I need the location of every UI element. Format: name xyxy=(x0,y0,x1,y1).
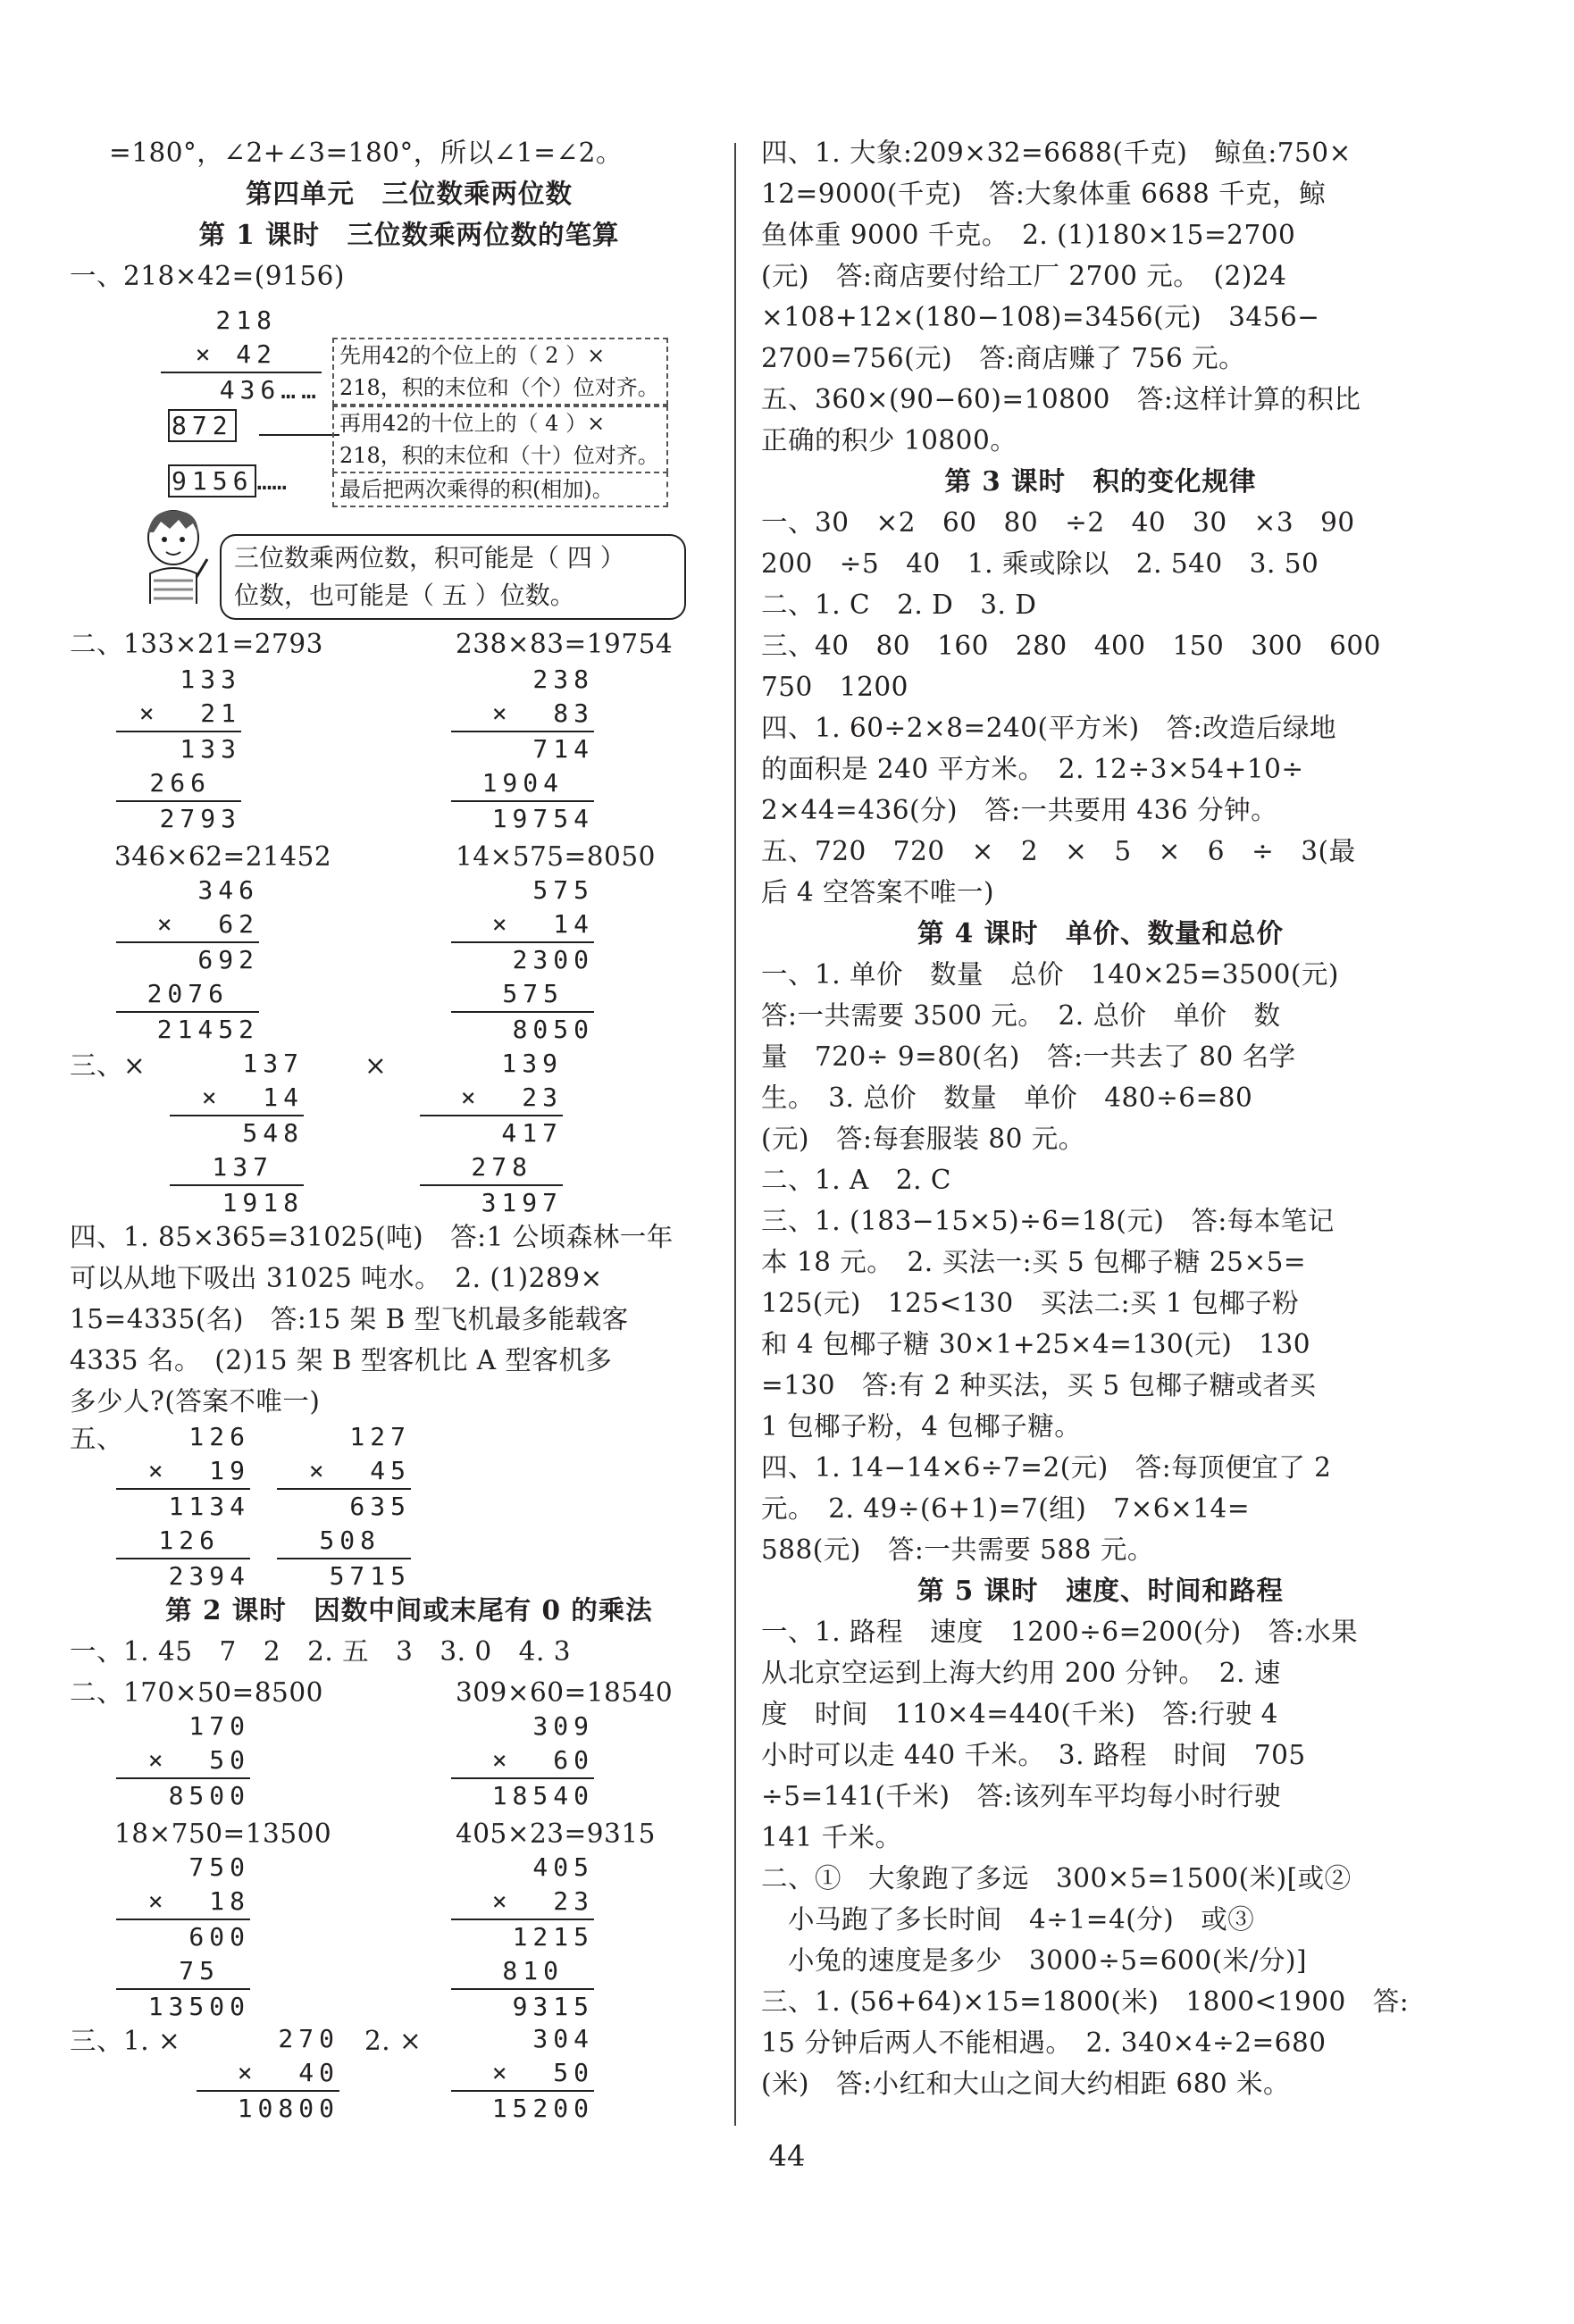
calc-row: 417 xyxy=(501,1118,563,1148)
calc-row: 5715 xyxy=(329,1561,411,1591)
text-line: 量 720÷ 9=80(名) 答:一共去了 80 名学 xyxy=(761,1041,1296,1072)
vcalc xyxy=(116,1420,250,1593)
vcalc xyxy=(451,1851,594,2024)
text-line: 后 4 空答案不唯一) xyxy=(761,877,995,907)
text-line: × xyxy=(364,1050,388,1081)
text-line: 的面积是 240 平方米。 2. 12÷3×54+10÷ xyxy=(761,754,1304,784)
calc-row: 126 xyxy=(116,1524,250,1559)
calc-partial-872 xyxy=(168,409,237,442)
calc-row: 575 xyxy=(451,977,594,1013)
calc-rule xyxy=(259,434,339,436)
text-line: 2×44=436(分) 答:一共要用 436 分钟。 xyxy=(761,795,1278,825)
vcalc xyxy=(277,1420,411,1593)
calc-row: 304 xyxy=(532,2024,594,2053)
text-line: 一、1. 单价 数量 总价 140×25=3500(元) xyxy=(761,959,1339,990)
calc-row: × 40 xyxy=(197,2056,339,2092)
note-line: 再用42的十位上的（ 4 ）× xyxy=(339,411,606,436)
calc-row: 170 xyxy=(188,1711,250,1741)
text-line: 四、1. 85×365=31025(吨) 答:1 公顷森林一年 xyxy=(70,1222,674,1252)
calc-row: 405 xyxy=(532,1852,594,1882)
calc-row: 600 xyxy=(188,1922,250,1952)
calc-row: 266 xyxy=(116,766,241,802)
calc-row: 1134 xyxy=(168,1492,250,1521)
calc-row: 810 xyxy=(451,1954,594,1990)
text-line: 1 包椰子粉，4 包椰子糖。 xyxy=(761,1411,1082,1442)
note-line: 218，积的末位和（十）位对齐。 xyxy=(339,443,659,468)
calc-row: × 60 xyxy=(451,1743,594,1779)
text-line: 4335 名。 (2)15 架 B 型客机比 A 型客机多 xyxy=(70,1345,613,1375)
boxed-number: 9156 xyxy=(168,464,256,497)
calc-row: 133 xyxy=(180,665,241,694)
text-line: 二、① 大象跑了多远 300×5=1500(米)[或② xyxy=(761,1863,1352,1893)
text-line: 二、170×50=8500 xyxy=(70,1677,323,1708)
calc-row: 346 xyxy=(197,875,259,905)
calc-row: × 14 xyxy=(170,1081,304,1116)
text-line: 750 1200 xyxy=(761,672,908,702)
calc-row: 75 xyxy=(116,1954,250,1990)
vcalc xyxy=(451,1710,594,1813)
text-line: 四、1. 60÷2×8=240(平方米) 答:改造后绿地 xyxy=(761,713,1337,743)
calc-row: × 62 xyxy=(116,907,259,943)
lesson-title: 第 2 课时 因数中间或末尾有 0 的乘法 xyxy=(165,1594,653,1626)
calc-row: 127 xyxy=(349,1422,411,1451)
boy-illustration-icon xyxy=(134,506,214,604)
vcalc xyxy=(451,2022,594,2126)
calc-row: × 50 xyxy=(116,1743,250,1779)
text-line: 二、1. A 2. C xyxy=(761,1165,951,1195)
calc-row: 2076 xyxy=(116,977,259,1013)
text-line: 五、720 720 × 2 × 5 × 6 ÷ 3(最 xyxy=(761,836,1356,866)
text-line: 二、1. C 2. D 3. D xyxy=(761,589,1037,620)
note-box-1 xyxy=(332,338,668,405)
calc-row: × 19 xyxy=(116,1454,250,1490)
calc-row: 2793 xyxy=(159,804,241,833)
text-line: 三、1. (183−15×5)÷6=18(元) 答:每本笔记 xyxy=(761,1206,1335,1236)
calc-row: 436…… xyxy=(219,375,322,405)
calc-row: 139 xyxy=(501,1049,563,1078)
text-line: 一、218×42=(9156) xyxy=(70,261,345,291)
calc-result-9156 xyxy=(168,464,287,497)
text-line: 二、133×21=2793 xyxy=(70,629,323,659)
vcalc xyxy=(420,1047,563,1220)
text-line: 一、30 ×2 60 80 ÷2 40 30 ×3 90 xyxy=(761,507,1355,538)
text-line: 鱼体重 9000 千克。 2. (1)180×15=2700 xyxy=(761,220,1296,250)
text-line: 度 时间 110×4=440(千米) 答:行驶 4 xyxy=(761,1699,1278,1729)
vcalc xyxy=(170,1047,304,1220)
calc-row: 21452 xyxy=(156,1015,259,1044)
calc-row: 309 xyxy=(532,1711,594,1741)
note-box-3 xyxy=(332,472,668,507)
text-line: 五、360×(90−60)=10800 答:这样计算的积比 xyxy=(761,384,1361,414)
calc-row: × 45 xyxy=(277,1454,411,1490)
lesson-title: 第 4 课时 单价、数量和总价 xyxy=(917,917,1285,949)
text-line: 一、1. 45 7 2 2. 五 3 3. 0 4. 3 xyxy=(70,1636,571,1667)
text-line: 2700=756(元) 答:商店赚了 756 元。 xyxy=(761,343,1246,373)
calc-row: × 23 xyxy=(451,1885,594,1920)
calc-row: 278 xyxy=(420,1150,563,1186)
right-column xyxy=(761,132,1440,2104)
calc-row: 508 xyxy=(277,1524,411,1559)
calc-row: 137 xyxy=(242,1049,304,1078)
calc-row: 3197 xyxy=(481,1188,563,1217)
calc-row: × 83 xyxy=(451,697,594,732)
text-line: 小兔的速度是多少 3000÷5=600(米/分)] xyxy=(761,1945,1308,1976)
text-line: 309×60=18540 xyxy=(456,1677,674,1708)
bubble-line: 位数，也可能是（ 五 ）位数。 xyxy=(234,581,575,610)
text-line: 15 分钟后两人不能相遇。 2. 340×4÷2=680 xyxy=(761,2027,1327,2058)
vcalc xyxy=(451,663,594,836)
text-line: 和 4 包椰子糖 30×1+25×4=130(元) 130 xyxy=(761,1329,1311,1359)
text-line: 三、1. (56+64)×15=1800(米) 1800<1900 答: xyxy=(761,1986,1410,2017)
calc-row: 10800 xyxy=(237,2094,339,2123)
text-line: 588(元) 答:一共需要 588 元。 xyxy=(761,1534,1154,1565)
calc-row: 575 xyxy=(532,875,594,905)
text-line: 答:一共需要 3500 元。 2. 总价 单价 数 xyxy=(761,1000,1281,1031)
boxed-number: 872 xyxy=(168,409,237,442)
text-line: 141 千米。 xyxy=(761,1822,902,1852)
text-line: 200 ÷5 40 1. 乘或除以 2. 540 3. 50 xyxy=(761,548,1319,579)
text-line: 三、× xyxy=(70,1050,147,1081)
vcalc xyxy=(116,663,241,836)
calc-row: × 42 xyxy=(161,338,322,373)
calc-row: 692 xyxy=(197,945,259,974)
text-line: 正确的积少 10800。 xyxy=(761,425,1017,456)
vcalc xyxy=(116,1710,250,1813)
text-line: 多少人?(答案不唯一) xyxy=(70,1386,321,1417)
text-line: =180°，∠2+∠3=180°，所以∠1=∠2。 xyxy=(109,138,623,168)
section-si xyxy=(70,1216,674,1422)
calc-row: 1215 xyxy=(512,1922,594,1952)
unit-title: 第四单元 三位数乘两位数 xyxy=(245,178,573,209)
text-line: 18×750=13500 xyxy=(114,1818,332,1849)
bubble-line: 三位数乘两位数，积可能是（ 四 ） xyxy=(234,543,625,573)
lesson-title: 第 1 课时 三位数乘两位数的笔算 xyxy=(198,219,620,250)
speech-bubble xyxy=(220,534,686,620)
note-line: 先用42的个位上的（ 2 ）× xyxy=(339,343,606,368)
calc-218x42 xyxy=(143,304,322,407)
text-line: 346×62=21452 xyxy=(114,841,332,872)
text-line: 125(元) 125<130 买法二:买 1 包椰子粉 xyxy=(761,1288,1300,1318)
text-line: (元) 答:商店要付给工厂 2700 元。 (2)24 xyxy=(761,261,1287,291)
text-line: 14×575=8050 xyxy=(456,841,656,872)
text-line: 一、1. 路程 速度 1200÷6=200(分) 答:水果 xyxy=(761,1617,1359,1647)
left-column xyxy=(70,132,749,297)
calc-row: 8050 xyxy=(512,1015,594,1044)
text-line: 五、 xyxy=(70,1424,124,1454)
note-line: 218，积的末位和（个）位对齐。 xyxy=(339,375,659,400)
vcalc xyxy=(116,874,259,1047)
calc-row: 218 xyxy=(215,305,277,335)
calc-row: 19754 xyxy=(491,804,594,833)
text-line: 12=9000(千克) 答:大象体重 6688 千克，鲸 xyxy=(761,179,1327,209)
calc-row: 1904 xyxy=(451,766,594,802)
calc-row: × 50 xyxy=(451,2056,594,2092)
lesson-title: 第 3 课时 积的变化规律 xyxy=(944,465,1257,497)
calc-row: 548 xyxy=(242,1118,304,1148)
text-line: 405×23=9315 xyxy=(456,1818,656,1849)
calc-row: × 23 xyxy=(420,1081,563,1116)
text-line: ÷5=141(千米) 答:该列车平均每小时行驶 xyxy=(761,1781,1281,1811)
text-line: 可以从地下吸出 31025 吨水。 2. (1)289× xyxy=(70,1263,603,1293)
calc-row: 635 xyxy=(349,1492,411,1521)
calc-row: 126 xyxy=(188,1422,250,1451)
note-box-2 xyxy=(332,405,668,473)
text-line: 生。 3. 总价 数量 单价 480÷6=80 xyxy=(761,1083,1253,1113)
text-line: 小马跑了多长时间 4÷1=4(分) 或③ xyxy=(761,1904,1255,1935)
text-line: (元) 答:每套服装 80 元。 xyxy=(761,1124,1085,1154)
text-line: 小时可以走 440 千米。 3. 路程 时间 705 xyxy=(761,1740,1306,1770)
calc-row: 9315 xyxy=(512,1992,594,2021)
calc-row: 133 xyxy=(180,734,241,764)
text-line: 本 18 元。 2. 买法一:买 5 包椰子糖 25×5= xyxy=(761,1247,1307,1277)
text-line: 四、1. 大象:209×32=6688(千克) 鲸鱼:750× xyxy=(761,138,1352,168)
calc-row: 238 xyxy=(532,665,594,694)
vcalc xyxy=(451,874,594,1047)
vcalc xyxy=(116,1851,250,2024)
text-line: 238×83=19754 xyxy=(456,629,674,659)
text-line: 四、1. 14−14×6÷7=2(元) 答:每顶便宜了 2 xyxy=(761,1452,1332,1483)
text-line: 2. × xyxy=(364,2026,423,2056)
text-line: 15=4335(名) 答:15 架 B 型飞机最多能载客 xyxy=(70,1304,629,1334)
text-line: 三、1. × xyxy=(70,2026,181,2056)
calc-row: × 21 xyxy=(116,697,241,732)
calc-row: 2300 xyxy=(512,945,594,974)
calc-row: × 18 xyxy=(116,1885,250,1920)
calc-row: 13500 xyxy=(147,1992,250,2021)
calc-row: 8500 xyxy=(168,1781,250,1810)
calc-row: × 14 xyxy=(451,907,594,943)
dots: …… xyxy=(256,466,288,496)
note-line: 最后把两次乘得的积(相加)。 xyxy=(339,477,614,502)
text-line: 元。 2. 49÷(6+1)=7(组) 7×6×14= xyxy=(761,1493,1251,1524)
calc-row: 15200 xyxy=(491,2094,594,2123)
text-line: ×108+12×(180−108)=3456(元) 3456− xyxy=(761,302,1320,332)
calc-row: 750 xyxy=(188,1852,250,1882)
text-line: 三、40 80 160 280 400 150 300 600 xyxy=(761,631,1381,661)
text-line: 从北京空运到上海大约用 200 分钟。 2. 速 xyxy=(761,1658,1281,1688)
vcalc xyxy=(197,2022,339,2126)
calc-row: 270 xyxy=(278,2024,339,2053)
lesson-title: 第 5 课时 速度、时间和路程 xyxy=(917,1575,1285,1606)
calc-row: 2394 xyxy=(168,1561,250,1591)
text-line: =130 答:有 2 种买法，买 5 包椰子糖或者买 xyxy=(761,1370,1317,1400)
text-line: (米) 答:小红和大山之间大约相距 680 米。 xyxy=(761,2069,1291,2099)
page-number: 44 xyxy=(768,2139,806,2173)
calc-row: 1918 xyxy=(222,1188,304,1217)
calc-row: 137 xyxy=(170,1150,304,1186)
column-divider xyxy=(734,143,736,2126)
calc-row: 18540 xyxy=(491,1781,594,1810)
calc-row: 714 xyxy=(532,734,594,764)
